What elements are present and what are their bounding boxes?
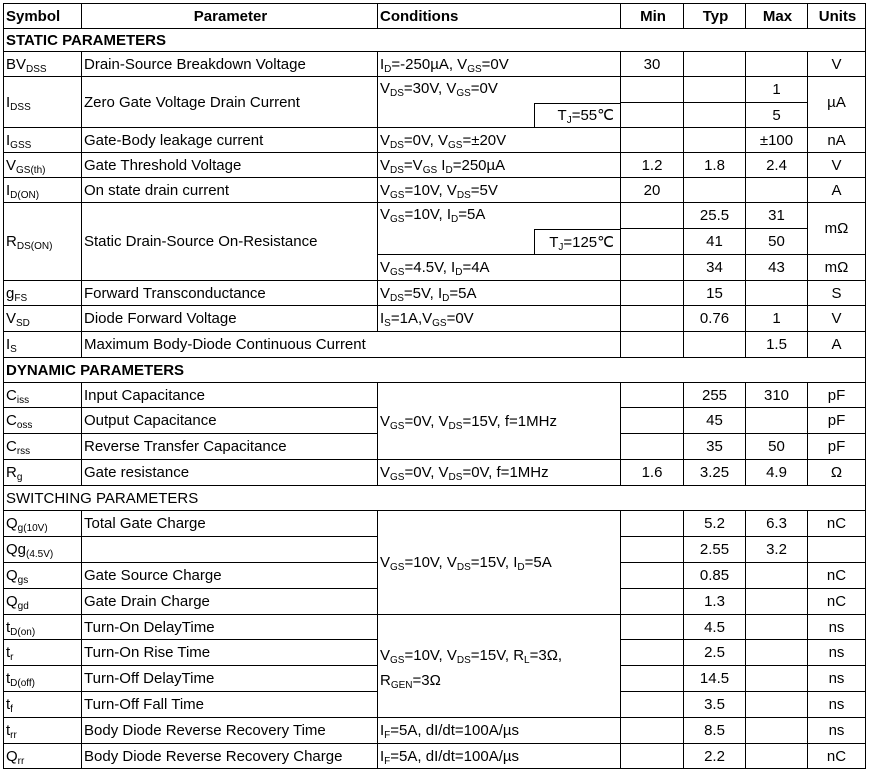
symbol-cell: $C_{rss}$	[4, 434, 82, 460]
table-row	[4, 718, 866, 744]
typ-cell	[684, 52, 746, 77]
parameter-cell: Diode Forward Voltage	[82, 306, 378, 332]
max-cell: 50	[746, 434, 808, 460]
table-row	[4, 178, 866, 203]
symbol-cell: $C_{oss}$	[4, 408, 82, 434]
typ-cell: 1.8	[684, 153, 746, 178]
unit-cell: µA	[808, 77, 866, 128]
table-row	[4, 460, 866, 486]
symbol-cell: $g_{FS}$	[4, 281, 82, 306]
symbol-cell: $t_{rr}$	[4, 718, 82, 744]
typ-cell	[684, 128, 746, 153]
parameter-cell: Reverse Transfer Capacitance	[82, 434, 378, 460]
parameter-cell: Gate-Body leakage current	[82, 128, 378, 153]
max-cell: 6.3	[746, 511, 808, 537]
unit-cell: Ω	[808, 460, 866, 486]
typ-cell: 1.3	[684, 589, 746, 615]
max-cell	[746, 52, 808, 77]
typ-cell	[684, 332, 746, 358]
section-switching: SWITCHING PARAMETERS	[4, 486, 866, 511]
symbol-cell: $I_{DSS}$	[4, 77, 82, 128]
conditions-cell: $I_F=5A$, dI/dt=100A/µs	[378, 718, 621, 744]
conditions-cell: $V_{GS}=10V$, $V_{DS}=15V$, $R_L=3\Omega$, $R_{GEN}=3\Omega$	[378, 615, 621, 718]
unit-cell: ns	[808, 718, 866, 744]
min-cell	[621, 666, 684, 692]
typ-cell: 15	[684, 281, 746, 306]
table-row	[4, 744, 866, 769]
typ-cell: 14.5	[684, 666, 746, 692]
max-cell: 1.5	[746, 332, 808, 358]
symbol-cell: $t_r$	[4, 640, 82, 666]
max-cell	[746, 692, 808, 718]
unit-cell: mΩ	[808, 203, 866, 255]
parameter-cell: Static Drain-Source On-Resistance	[82, 203, 378, 281]
parameter-cell: Output Capacitance	[82, 408, 378, 434]
typ-cell: 45	[684, 408, 746, 434]
unit-cell: ns	[808, 666, 866, 692]
max-cell	[746, 744, 808, 769]
min-cell	[621, 103, 684, 128]
table-row	[4, 383, 866, 408]
unit-cell: pF	[808, 383, 866, 408]
symbol-cell: $R_g$	[4, 460, 82, 486]
min-cell	[621, 408, 684, 434]
conditions-cell: $V_{GS}=10V$, $V_{DS}=5V$	[378, 178, 621, 203]
conditions-cell: $I_F=5A$, dI/dt=100A/µs	[378, 744, 621, 769]
min-cell	[621, 77, 684, 103]
unit-cell: nC	[808, 511, 866, 537]
min-cell	[621, 563, 684, 589]
header-conditions: Conditions	[378, 4, 621, 29]
typ-cell: 255	[684, 383, 746, 408]
table-row	[4, 153, 866, 178]
min-cell	[621, 615, 684, 640]
conditions-cell: $V_{DS}=0V$, $V_{GS}=\pm 20V$	[378, 128, 621, 153]
typ-cell: 35	[684, 434, 746, 460]
min-cell	[621, 203, 684, 229]
table-row	[4, 52, 866, 77]
max-cell	[746, 589, 808, 615]
section-dynamic: DYNAMIC PARAMETERS	[4, 358, 866, 383]
table-row	[4, 128, 866, 153]
typ-cell: 4.5	[684, 615, 746, 640]
symbol-cell: $t_{D(off)}$	[4, 666, 82, 692]
unit-cell: A	[808, 178, 866, 203]
parameter-cell: Gate resistance	[82, 460, 378, 486]
unit-cell: nC	[808, 589, 866, 615]
max-cell	[746, 640, 808, 666]
parameter-cell: Input Capacitance	[82, 383, 378, 408]
typ-cell: 2.2	[684, 744, 746, 769]
max-cell	[746, 615, 808, 640]
typ-cell: 2.55	[684, 537, 746, 563]
conditions-cell: $V_{GS}=4.5V$, $I_D=4A$	[378, 255, 621, 281]
max-cell	[746, 718, 808, 744]
conditions-cell: $I_D=-250\mu A$, $V_{GS}=0V$	[378, 52, 621, 77]
typ-cell	[684, 77, 746, 103]
max-cell: 5	[746, 103, 808, 128]
parameter-cell: Gate Source Charge	[82, 563, 378, 589]
header-parameter: Parameter	[82, 4, 378, 29]
min-cell	[621, 744, 684, 769]
min-cell	[621, 640, 684, 666]
typ-cell: 25.5	[684, 203, 746, 229]
symbol-cell: $V_{GS(th)}$	[4, 153, 82, 178]
unit-cell: mΩ	[808, 255, 866, 281]
table-row	[4, 203, 866, 229]
min-cell	[621, 589, 684, 615]
min-cell	[621, 255, 684, 281]
typ-cell	[684, 103, 746, 128]
table-row	[4, 332, 866, 358]
unit-cell: V	[808, 153, 866, 178]
parameter-cell: Turn-Off Fall Time	[82, 692, 378, 718]
parameter-cell: On state drain current	[82, 178, 378, 203]
conditions-cell: $V_{GS}=0V$, $V_{DS}=15V$, f=1MHz	[378, 383, 621, 460]
symbol-cell: $I_S$	[4, 332, 82, 358]
parameter-cell: Turn-On Rise Time	[82, 640, 378, 666]
conditions-cell: $V_{GS}=10V$, $I_D=5A$ $T_J=125℃$	[378, 203, 621, 255]
header-row	[4, 4, 866, 29]
max-cell: 50	[746, 229, 808, 255]
symbol-cell: $Q_{gs}$	[4, 563, 82, 589]
unit-cell: nC	[808, 744, 866, 769]
unit-cell: ns	[808, 640, 866, 666]
min-cell	[621, 281, 684, 306]
parameter-cell: Gate Threshold Voltage	[82, 153, 378, 178]
unit-cell: V	[808, 306, 866, 332]
parameter-cell: Drain-Source Breakdown Voltage	[82, 52, 378, 77]
min-cell: 30	[621, 52, 684, 77]
min-cell	[621, 718, 684, 744]
conditions-cell: $V_{GS}=10V$, $V_{DS}=15V$, $I_D=5A$	[378, 511, 621, 615]
parameter-cell: Body Diode Reverse Recovery Time	[82, 718, 378, 744]
table-row	[4, 511, 866, 537]
typ-cell: 3.5	[684, 692, 746, 718]
symbol-cell: $t_{D(on)}$	[4, 615, 82, 640]
typ-cell: 41	[684, 229, 746, 255]
unit-cell: nA	[808, 128, 866, 153]
min-cell	[621, 434, 684, 460]
section-static: STATIC PARAMETERS	[4, 29, 866, 52]
min-cell	[621, 229, 684, 255]
typ-cell: 0.76	[684, 306, 746, 332]
electrical-characteristics-table	[3, 3, 866, 769]
parameter-cell: Gate Drain Charge	[82, 589, 378, 615]
unit-cell: pF	[808, 434, 866, 460]
tj-condition: $T_J=125℃$	[534, 229, 620, 254]
table-row	[4, 306, 866, 332]
conditions-cell: $V_{GS}=0V$, $V_{DS}=0V$, f=1MHz	[378, 460, 621, 486]
symbol-cell: $Q_{g(10V)}$	[4, 511, 82, 537]
header-units: Units	[808, 4, 866, 29]
max-cell	[746, 408, 808, 434]
max-cell: 310	[746, 383, 808, 408]
conditions-cell: $V_{DS}=30V$, $V_{GS}=0V$ $T_J=55℃$	[378, 77, 621, 128]
min-cell: 1.6	[621, 460, 684, 486]
unit-cell: A	[808, 332, 866, 358]
symbol-cell: $I_{GSS}$	[4, 128, 82, 153]
min-cell	[621, 383, 684, 408]
symbol-cell: $V_{SD}$	[4, 306, 82, 332]
symbol-cell: $Qg_{(4.5V)}$	[4, 537, 82, 563]
min-cell	[621, 332, 684, 358]
parameter-cell: Turn-On DelayTime	[82, 615, 378, 640]
symbol-cell: $BV_{DSS}$	[4, 52, 82, 77]
min-cell: 1.2	[621, 153, 684, 178]
conditions-cell: $V_{DS}=V_{GS}$ $I_D=250\mu A$	[378, 153, 621, 178]
symbol-cell: $R_{DS(ON)}$	[4, 203, 82, 281]
max-cell: 43	[746, 255, 808, 281]
max-cell: ±100	[746, 128, 808, 153]
header-min: Min	[621, 4, 684, 29]
min-cell: 20	[621, 178, 684, 203]
min-cell	[621, 306, 684, 332]
symbol-cell: $Q_{gd}$	[4, 589, 82, 615]
parameter-cell: Total Gate Charge	[82, 511, 378, 537]
typ-cell: 5.2	[684, 511, 746, 537]
max-cell: 31	[746, 203, 808, 229]
max-cell	[746, 563, 808, 589]
typ-cell	[684, 178, 746, 203]
unit-cell	[808, 537, 866, 563]
unit-cell: pF	[808, 408, 866, 434]
unit-cell: ns	[808, 615, 866, 640]
unit-cell: S	[808, 281, 866, 306]
symbol-cell: $t_f$	[4, 692, 82, 718]
tj-condition: $T_J=55℃$	[534, 103, 620, 127]
max-cell	[746, 178, 808, 203]
unit-cell: nC	[808, 563, 866, 589]
symbol-cell: $Q_{rr}$	[4, 744, 82, 769]
symbol-cell: $C_{iss}$	[4, 383, 82, 408]
parameter-cell	[82, 537, 378, 563]
parameter-cell: Body Diode Reverse Recovery Charge	[82, 744, 378, 769]
table-row	[4, 77, 866, 103]
parameter-cell: Zero Gate Voltage Drain Current	[82, 77, 378, 128]
min-cell	[621, 128, 684, 153]
max-cell: 1	[746, 77, 808, 103]
typ-cell: 8.5	[684, 718, 746, 744]
typ-cell: 3.25	[684, 460, 746, 486]
parameter-cell: Turn-Off DelayTime	[82, 666, 378, 692]
header-typ: Typ	[684, 4, 746, 29]
unit-cell: V	[808, 52, 866, 77]
typ-cell: 0.85	[684, 563, 746, 589]
parameter-cell: Maximum Body-Diode Continuous Current	[82, 332, 621, 358]
conditions-cell: $V_{DS}=5V$, $I_D=5A$	[378, 281, 621, 306]
header-symbol: Symbol	[4, 4, 82, 29]
max-cell	[746, 281, 808, 306]
typ-cell: 34	[684, 255, 746, 281]
parameter-cell: Forward Transconductance	[82, 281, 378, 306]
unit-cell: ns	[808, 692, 866, 718]
max-cell: 3.2	[746, 537, 808, 563]
typ-cell: 2.5	[684, 640, 746, 666]
min-cell	[621, 511, 684, 537]
table-row	[4, 615, 866, 640]
max-cell: 4.9	[746, 460, 808, 486]
min-cell	[621, 537, 684, 563]
header-max: Max	[746, 4, 808, 29]
min-cell	[621, 692, 684, 718]
symbol-cell: $I_{D(ON)}$	[4, 178, 82, 203]
max-cell: 2.4	[746, 153, 808, 178]
conditions-cell: $I_S=1A,V_{GS}=0V$	[378, 306, 621, 332]
table-row	[4, 281, 866, 306]
max-cell	[746, 666, 808, 692]
max-cell: 1	[746, 306, 808, 332]
